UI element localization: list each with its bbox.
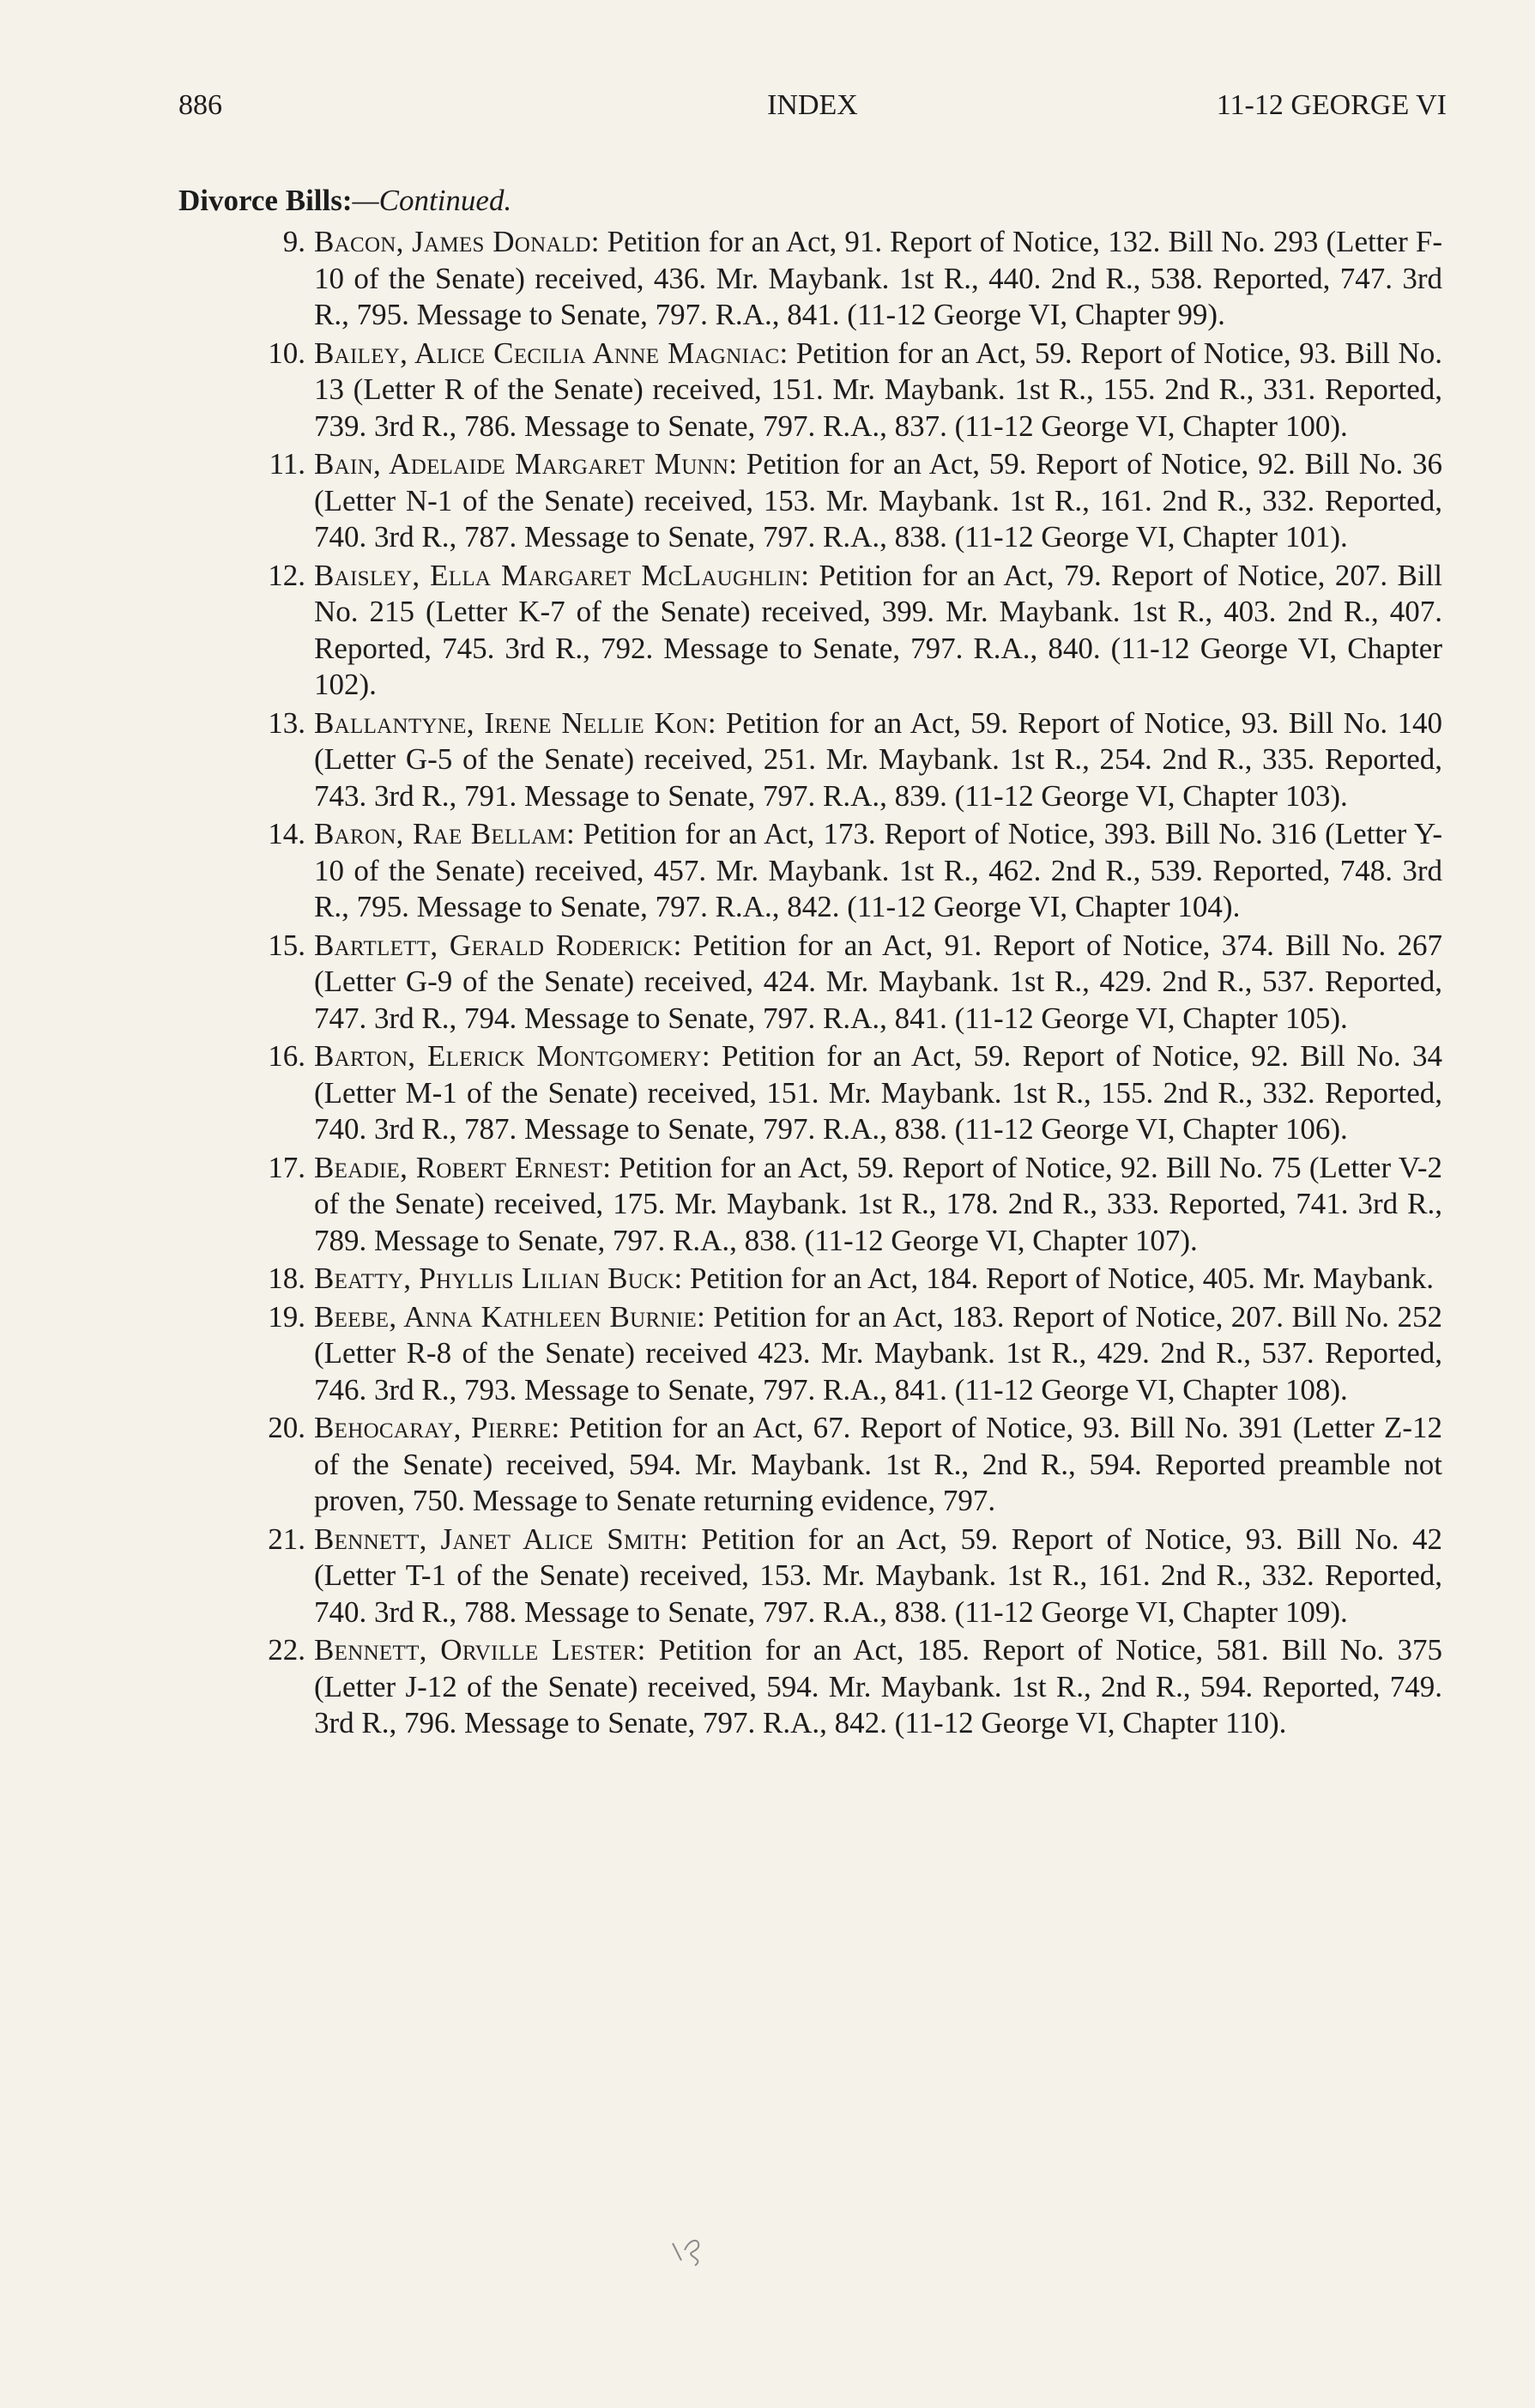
section-heading-continued: —Continued. [352, 184, 512, 217]
entry-number: 17. [268, 1150, 305, 1184]
entry-text [314, 705, 1442, 815]
entry-name: Ballantyne, Irene Nellie Kon [314, 705, 708, 740]
entry-details: : Petition for an Act, 185. Report of Notice, 581. Bill No. 375 (Letter J-12 of the Senate) received, 594. Mr. Maybank. 1st R., 2nd R., 594. Reported, 749. 3rd R., 796. Message to Senate, 797. R.A., 842. (11-12 George VI, Chapter 110). [314, 1633, 1442, 1739]
entry-details: : Petition for an Act, 59. Report of Notice, 93. Bill No. 140 (Letter G-5 of the Senate) received, 251. Mr. Maybank. 1st R., 254. 2nd R., 335. Reported, 743. 3rd R., 791. Message to Senate, 797. R.A., 839. (11-12 George VI, Chapter 103). [314, 705, 1442, 813]
entry-details: : Petition for an Act, 91. Report of Notice, 132. Bill No. 293 (Letter F-10 of the Senate) received, 436. Mr. Maybank. 1st R., 440. 2nd R., 538. Reported, 747. 3rd R., 795. Message to Senate, 797. R.A., 841. (11-12 George VI, Chapter 99). [314, 225, 1442, 331]
index-entry [178, 928, 1442, 1038]
index-entry [178, 446, 1442, 556]
entry-number: 13. [268, 705, 305, 740]
entry-text [314, 224, 1442, 334]
entry-text [314, 446, 1442, 556]
entry-list [178, 224, 1442, 1744]
entry-name: Bacon, James Donald [314, 225, 591, 258]
index-entry [178, 1410, 1442, 1520]
entry-number: 11. [269, 447, 305, 481]
entry-name: Bennett, Orville Lester [314, 1633, 638, 1667]
entry-name: Bailey, Alice Cecilia Anne Magniac [314, 336, 780, 370]
entry-number: 16. [268, 1039, 305, 1073]
entry-text [314, 816, 1442, 926]
entry-text [314, 928, 1442, 1038]
index-entry [178, 1632, 1442, 1742]
entry-details: : Petition for an Act, 67. Report of Notice, 93. Bill No. 391 (Letter Z-12 of the Senate) received, 594. Mr. Maybank. 1st R., 2nd R., 594. Reported preamble not proven, 750. Message to Senate returning evidence, 797. [314, 1411, 1442, 1517]
index-entry [178, 558, 1442, 704]
entry-name: Bennett, Janet Alice Smith [314, 1522, 680, 1556]
entry-number: 12. [268, 558, 305, 592]
index-entry [178, 1261, 1442, 1298]
index-entry [178, 816, 1442, 926]
entry-name: Baron, Rae Bellam [314, 817, 566, 850]
entry-number: 18. [268, 1261, 305, 1295]
entry-number: 22. [268, 1633, 305, 1667]
entry-number: 20. [268, 1411, 305, 1444]
entry-name: Bartlett, Gerald Roderick [314, 928, 674, 962]
running-header [178, 89, 1447, 132]
entry-details: : Petition for an Act, 183. Report of Notice, 207. Bill No. 252 (Letter R-8 of the Senate) received 423. Mr. Maybank. 1st R., 429. 2nd R., 537. Reported, 746. 3rd R., 793. Message to Senate, 797. R.A., 841. (11-12 George VI, Chapter 108). [314, 1299, 1442, 1407]
entry-name: Beebe, Anna Kathleen Burnie [314, 1299, 698, 1334]
index-entry [178, 1522, 1442, 1631]
entry-text [314, 1150, 1442, 1260]
entry-name: Barton, Elerick Montgomery [314, 1039, 702, 1073]
entry-details: : Petition for an Act, 59. Report of Notice, 93. Bill No. 42 (Letter T-1 of the Senate) received, 153. Mr. Maybank. 1st R., 161. 2nd R., 332. Reported, 740. 3rd R., 788. Message to Senate, 797. R.A., 838. (11-12 George VI, Chapter 109). [314, 1522, 1442, 1629]
entry-number: 14. [268, 817, 305, 850]
entry-number: 21. [268, 1522, 305, 1556]
entry-text [314, 1261, 1442, 1298]
index-entry [178, 1150, 1442, 1260]
entry-details: : Petition for an Act, 59. Report of Notice, 92. Bill No. 36 (Letter N-1 of the Senate) received, 153. Mr. Maybank. 1st R., 161. 2nd R., 332. Reported, 740. 3rd R., 787. Message to Senate, 797. R.A., 838. (11-12 George VI, Chapter 101). [314, 447, 1442, 554]
entry-text [314, 336, 1442, 445]
running-head-right: 11-12 GEORGE VI [1216, 89, 1447, 121]
entry-text [314, 1038, 1442, 1148]
entry-details: : Petition for an Act, 173. Report of Notice, 393. Bill No. 316 (Letter Y-10 of the Senate) received, 457. Mr. Maybank. 1st R., 462. 2nd R., 539. Reported, 748. 3rd R., 795. Message to Senate, 797. R.A., 842. (11-12 George VI, Chapter 104). [314, 817, 1442, 923]
entry-name: Bain, Adelaide Margaret Munn [314, 447, 729, 481]
entry-name: Behocaray, Pierre [314, 1411, 552, 1444]
entry-name: Beatty, Phyllis Lilian Buck [314, 1261, 674, 1295]
entry-text [314, 1299, 1442, 1409]
entry-name: Beadie, Robert Ernest [314, 1150, 603, 1184]
entry-details: : Petition for an Act, 59. Report of Notice, 92. Bill No. 34 (Letter M-1 of the Senate) received, 151. Mr. Maybank. 1st R., 155. 2nd R., 332. Reported, 740. 3rd R., 787. Message to Senate, 797. R.A., 838. (11-12 George VI, Chapter 106). [314, 1039, 1442, 1146]
section-heading [178, 184, 511, 218]
entry-text [314, 1410, 1442, 1520]
index-entry [178, 1038, 1442, 1148]
entry-text [314, 1522, 1442, 1631]
entry-details: : Petition for an Act, 59. Report of Notice, 93. Bill No. 13 (Letter R of the Senate) received, 151. Mr. Maybank. 1st R., 155. 2nd R., 331. Reported, 739. 3rd R., 786. Message to Senate, 797. R.A., 837. (11-12 George VI, Chapter 100). [314, 336, 1443, 443]
page-number: 886 [178, 89, 222, 121]
entry-name: Baisley, Ella Margaret McLaughlin [314, 558, 801, 592]
running-title: INDEX [767, 89, 858, 121]
entry-text [314, 1632, 1442, 1742]
index-entry [178, 705, 1442, 815]
entry-details: : Petition for an Act, 59. Report of Notice, 92. Bill No. 75 (Letter V-2 of the Senate) received, 175. Mr. Maybank. 1st R., 178. 2nd R., 333. Reported, 741. 3rd R., 789. Message to Senate, 797. R.A., 838. (11-12 George VI, Chapter 107). [314, 1150, 1442, 1257]
index-entry [178, 1299, 1442, 1409]
index-entry [178, 336, 1442, 445]
entry-details: : Petition for an Act, 91. Report of Notice, 374. Bill No. 267 (Letter G-9 of the Senate) received, 424. Mr. Maybank. 1st R., 429. 2nd R., 537. Reported, 747. 3rd R., 794. Message to Senate, 797. R.A., 841. (11-12 George VI, Chapter 105). [314, 928, 1442, 1035]
entry-number: 9. [282, 225, 305, 258]
entry-text [314, 558, 1442, 704]
pencil-mark [669, 2231, 721, 2274]
entry-number: 19. [268, 1299, 305, 1334]
section-heading-title: Divorce Bills: [178, 184, 353, 217]
entry-number: 15. [268, 928, 305, 962]
entry-number: 10. [268, 336, 305, 370]
entry-details: : Petition for an Act, 184. Report of Notice, 405. Mr. Maybank. [674, 1261, 1435, 1295]
entry-details: : Petition for an Act, 79. Report of Notice, 207. Bill No. 215 (Letter K-7 of the Senate) received, 399. Mr. Maybank. 1st R., 403. 2nd R., 407. Reported, 745. 3rd R., 792. Message to Senate, 797. R.A., 840. (11-12 George VI, Chapter 102). [314, 558, 1442, 701]
index-entry [178, 224, 1442, 334]
